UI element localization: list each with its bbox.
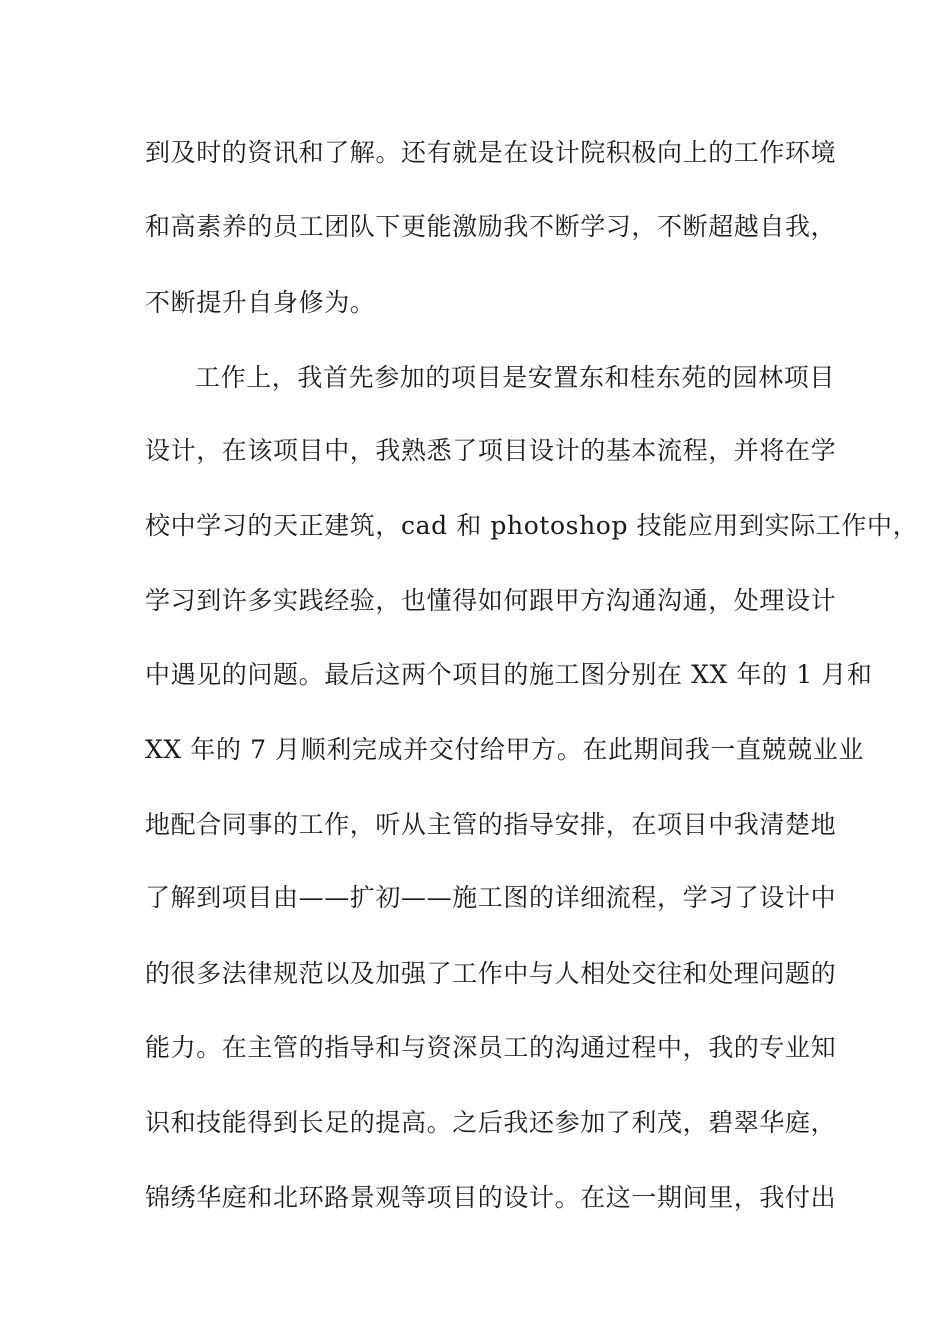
text-line-13: 能力。在主管的指导和与资深员工的沟通过程中，我的专业知 [145,1033,837,1062]
text-line-3: 不断提升自身修为。 [145,288,376,317]
text-line-11: 了解到项目由——扩初——施工图的详细流程，学习了设计中 [145,883,837,912]
text-line-7: 学习到许多实践经验，也懂得如何跟甲方沟通沟通，处理设计 [145,586,837,615]
text-line-14: 识和技能得到长足的提高。之后我还参加了利茂，碧翠华庭， [145,1108,837,1137]
text-line-6: 校中学习的天正建筑，cad 和 photoshop 技能应用到实际工作中， [145,511,919,540]
text-line-2: 和高素养的员工团队下更能激励我不断学习，不断超越自我， [145,212,837,241]
text-line-4: 工作上，我首先参加的项目是安置东和桂东苑的园林项目 [195,363,836,392]
text-line-15: 锦绣华庭和北环路景观等项目的设计。在这一期间里，我付出 [145,1183,837,1212]
text-line-1: 到及时的资讯和了解。还有就是在设计院积极向上的工作环境 [145,138,837,167]
text-line-5: 设计，在该项目中，我熟悉了项目设计的基本流程，并将在学 [145,436,837,465]
text-line-12: 的很多法律规范以及加强了工作中与人相处交往和处理问题的 [145,959,837,988]
text-line-8: 中遇见的问题。最后这两个项目的施工图分别在 XX 年的 1 月和 [145,660,873,689]
text-line-10: 地配合同事的工作，听从主管的指导安排，在项目中我清楚地 [145,810,837,839]
text-line-9: XX 年的 7 月顺利完成并交付给甲方。在此期间我一直兢兢业业 [145,735,864,764]
